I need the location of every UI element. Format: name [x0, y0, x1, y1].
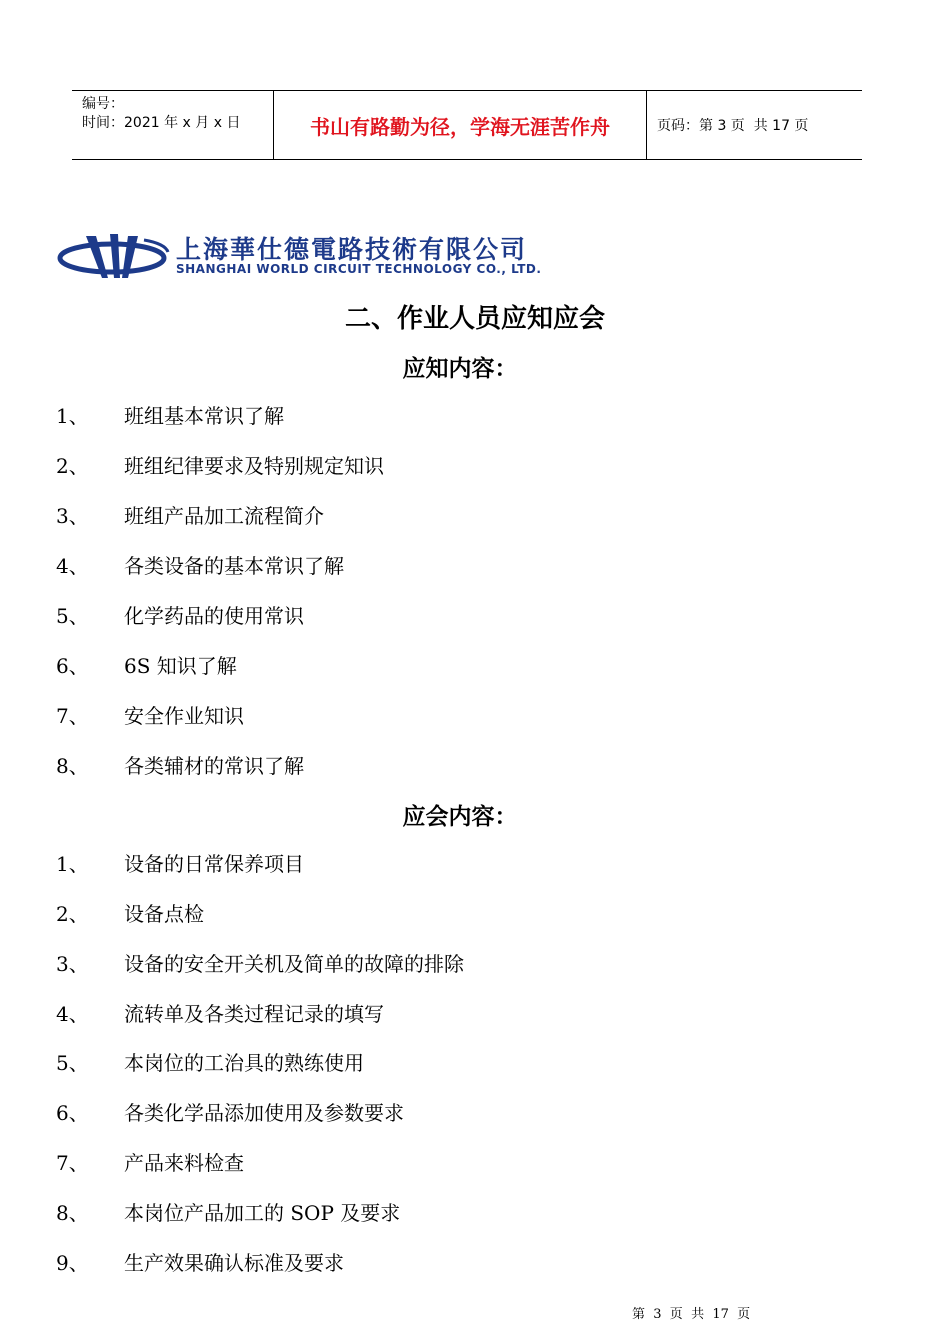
list-item-text: 本岗位的工治具的熟练使用 — [124, 1051, 364, 1075]
list-item-number: 6、 — [56, 1101, 89, 1125]
list-item-text: 设备的日常保养项目 — [124, 852, 304, 876]
document-number-label: 编号： — [82, 96, 124, 112]
list-item-text: 产品来料检查 — [124, 1151, 244, 1175]
list-item-text: 班组产品加工流程简介 — [124, 504, 324, 528]
list-item-text: 本岗位产品加工的 SOP 及要求 — [124, 1201, 401, 1225]
document-header — [72, 90, 862, 160]
list-item-number: 8、 — [56, 754, 89, 778]
list-item-text: 流转单及各类过程记录的填写 — [124, 1002, 384, 1026]
company-logo-emblem-icon — [56, 228, 174, 284]
list-item-text: 班组纪律要求及特别规定知识 — [124, 454, 384, 478]
list-item-text: 设备的安全开关机及简单的故障的排除 — [124, 952, 464, 976]
list-item-number: 3、 — [56, 504, 89, 528]
company-name-english: SHANGHAI WORLD CIRCUIT TECHNOLOGY CO., LTD. — [176, 262, 542, 276]
header-page-cell — [647, 91, 862, 159]
list-item-number: 5、 — [56, 604, 89, 628]
header-meta-cell — [72, 91, 274, 159]
list-item-number: 7、 — [56, 1151, 89, 1175]
header-motto: 书山有路勤为径，学海无涯苦作舟 — [274, 91, 647, 159]
list-item-text: 安全作业知识 — [124, 704, 244, 728]
page-title: 二、作业人员应知应会 — [344, 304, 605, 334]
list-item-number: 4、 — [56, 554, 89, 578]
list-item-text: 化学药品的使用常识 — [124, 604, 304, 628]
list-item-text: 设备点检 — [124, 902, 204, 926]
list-item-number: 3、 — [56, 952, 89, 976]
list-item-text: 班组基本常识了解 — [124, 404, 284, 428]
list-item-number: 1、 — [56, 404, 89, 428]
page-number-label: 页码：第 3 页 共 17 页 — [657, 118, 809, 134]
list-item-text: 各类辅材的常识了解 — [124, 754, 304, 778]
list-item-number: 2、 — [56, 902, 89, 926]
skill-section-heading: 应会内容： — [402, 804, 518, 830]
know-section-heading: 应知内容： — [402, 356, 518, 382]
list-item-number: 9、 — [56, 1251, 89, 1275]
list-item-text: 各类设备的基本常识了解 — [124, 554, 344, 578]
list-item-number: 5、 — [56, 1051, 89, 1075]
company-name-chinese: 上海華仕德電路技術有限公司 — [176, 235, 528, 264]
list-item-number: 4、 — [56, 1002, 89, 1026]
list-item-number: 8、 — [56, 1201, 89, 1225]
list-item-number: 1、 — [56, 852, 89, 876]
list-item-number: 7、 — [56, 704, 89, 728]
list-item-text: 各类化学品添加使用及参数要求 — [124, 1101, 404, 1125]
list-item-text: 生产效果确认标准及要求 — [124, 1251, 344, 1275]
page-footer: 第 3 页 共 17 页 — [632, 1307, 751, 1322]
list-item-number: 6、 — [56, 654, 89, 678]
list-item-number: 2、 — [56, 454, 89, 478]
company-logo — [56, 228, 542, 284]
document-date-label: 时间：2021 年 x 月 x 日 — [82, 115, 241, 131]
list-item-text: 6S 知识了解 — [124, 654, 237, 678]
